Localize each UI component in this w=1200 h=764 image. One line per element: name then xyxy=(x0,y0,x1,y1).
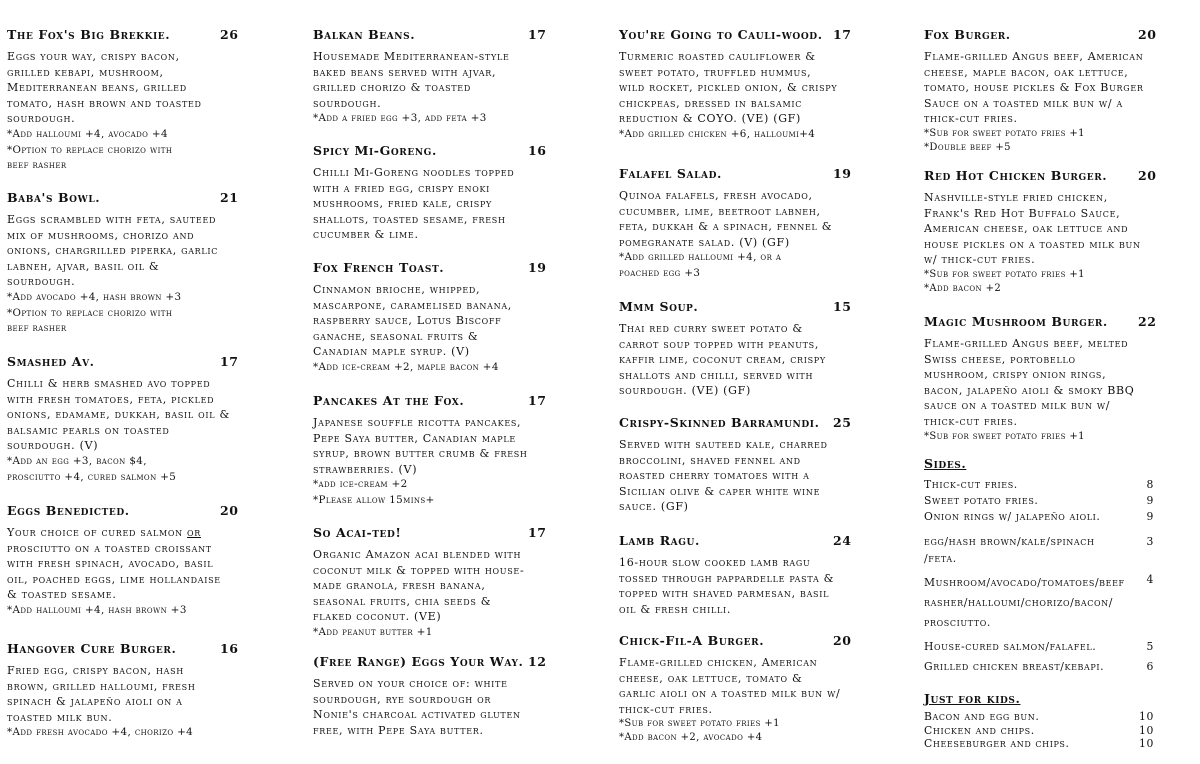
description-line: Flame-grilled chicken, American xyxy=(619,656,818,669)
description-line: with fresh spinach, avocado, basil xyxy=(7,557,214,571)
menu-item-price: 17 xyxy=(220,354,239,369)
description-line: Turmeric roasted cauliflower & xyxy=(619,50,816,63)
description-line: w/ thick-cut fries. xyxy=(924,253,1036,267)
menu-item-price: 20 xyxy=(220,503,239,518)
menu-item-price: 22 xyxy=(1138,314,1157,329)
menu-item-description xyxy=(619,188,909,282)
description-line: syrup, brown butter crumb & fresh xyxy=(313,447,528,461)
menu-item-header xyxy=(924,314,1182,330)
menu-item-price: 20 xyxy=(833,633,852,648)
menu-item-description xyxy=(7,376,297,485)
description-line: spinach & jalapeño aioli on a xyxy=(7,695,183,709)
menu-item xyxy=(313,654,603,738)
menu-item-title: The Fox's Big Brekkie. xyxy=(7,27,171,42)
menu-item-price: 24 xyxy=(833,533,852,548)
menu-item-title: Magic Mushroom Burger. xyxy=(924,314,1108,329)
description-line: grilled kebapi, mushroom, xyxy=(7,65,164,79)
menu-item xyxy=(7,641,297,741)
description-line: tomato, hash brown and toasted xyxy=(7,96,202,110)
menu-item xyxy=(7,354,297,485)
menu-item-price: 19 xyxy=(833,166,852,181)
description-line: Flame-grilled Angus beef, melted xyxy=(924,337,1129,350)
menu-item-title: Hangover Cure Burger. xyxy=(7,641,177,656)
description-line: made granola, fresh banana, xyxy=(313,579,486,593)
description-line: thick-cut fries. xyxy=(924,414,1018,428)
description-line: carrot soup topped with peanuts, xyxy=(619,337,820,351)
description-line: cucumber & lime. xyxy=(313,228,419,242)
side-extra: Grilled chicken breast/kebapi. 6 xyxy=(924,660,1154,673)
description-line: wild rocket, pickled onion, & crispy xyxy=(619,81,838,95)
description-line: labneh, ajvar, basil oil & xyxy=(7,259,160,273)
side-item: Sweet potato fries. 9 xyxy=(924,494,1154,507)
description-line: roasted cherry tomatoes with a xyxy=(619,469,810,483)
menu-item-header xyxy=(313,525,603,541)
menu-item-title: Baba's Bowl. xyxy=(7,190,101,205)
description-line: feta, dukkah & a spinach, fennel & xyxy=(619,220,833,234)
menu-item-note: *Add bacon +2 xyxy=(924,282,1002,294)
description-line: Canadian maple syrup. (V) xyxy=(313,345,470,359)
menu-item-price: 25 xyxy=(833,415,852,430)
menu-item-description xyxy=(7,525,297,619)
menu-item-description xyxy=(619,321,909,399)
description-line: onions, chargrilled piperka, garlic xyxy=(7,244,219,258)
kids-item: Chicken and chips. 10 xyxy=(924,723,1154,737)
side-extra: egg/hash brown/kale/spinach /feta. 3 xyxy=(924,535,1154,565)
menu-item xyxy=(619,533,909,617)
menu-item-price: 17 xyxy=(528,525,547,540)
description-line: Eggs scrambled with feta, sauteed xyxy=(7,213,217,226)
description-line: Organic Amazon acai blended with xyxy=(313,548,522,561)
description-line: sourdough, rye sourdough or xyxy=(313,692,492,706)
menu-item-title: Red Hot Chicken Burger. xyxy=(924,168,1108,183)
menu-item-title: Chick-Fil-A Burger. xyxy=(619,633,765,648)
description-line: oil, poached eggs, lime hollandaise xyxy=(7,572,221,586)
menu-item-title: Smashed Av. xyxy=(7,354,95,369)
menu-item-description xyxy=(619,437,909,515)
description-line: Eggs your way, crispy bacon, xyxy=(7,50,180,63)
menu-item-title: Eggs Benedicted. xyxy=(7,503,130,518)
menu-item-note: *Add an egg +3, bacon $4, xyxy=(7,454,147,467)
kids-item: Bacon and egg bun. 10 xyxy=(924,710,1154,723)
description-line: Served on your choice of: white xyxy=(313,677,508,690)
menu-item-note: *Add peanut butter +1 xyxy=(313,625,433,638)
description-line: toasted milk bun. xyxy=(7,710,113,724)
description-line: seasonal fruits, chia seeds & xyxy=(313,594,492,608)
description-line: Pepe Saya butter, Canadian maple xyxy=(313,431,516,445)
menu-item-note: *Double beef +5 xyxy=(924,141,1011,153)
menu-item-header xyxy=(619,299,909,315)
description-line: Fried egg, crispy bacon, hash xyxy=(7,664,184,677)
menu-item-header xyxy=(619,533,909,549)
description-line: sourdough. (V) xyxy=(7,439,99,453)
menu-item-note: *Add avocado +4, hash brown +3 xyxy=(7,290,182,303)
menu-item-note: *Option to replace chorizo with xyxy=(7,306,173,319)
description-line: oil & fresh chilli. xyxy=(619,602,732,616)
description-line: Frank's Red Hot Buffalo Sauce, xyxy=(924,206,1121,220)
description-line: Mediterranean beans, grilled xyxy=(7,81,187,95)
menu-item-note: *Add fresh avocado +4, chorizo +4 xyxy=(7,726,194,739)
sides-section xyxy=(924,456,1154,751)
menu-item-description xyxy=(313,415,603,509)
menu-item-price: 20 xyxy=(1138,168,1157,183)
menu-item-description xyxy=(313,547,603,641)
menu-item-header xyxy=(313,654,603,670)
menu-item xyxy=(619,299,909,399)
description-line: Cinnamon brioche, whipped, xyxy=(313,283,481,296)
description-line: free, with Pepe Saya butter. xyxy=(313,723,484,737)
menu-item-title: Spicy Mi-Goreng. xyxy=(313,143,437,158)
menu-item-header xyxy=(7,27,297,43)
menu-item xyxy=(7,27,297,174)
description-line: Nonie's charcoal activated gluten xyxy=(313,708,521,722)
menu-item-title: You're Going to Cauli-wood. xyxy=(619,27,823,42)
description-line: Chilli Mi-Goreng noodles topped xyxy=(313,166,515,179)
menu-item-header xyxy=(7,503,297,519)
menu-item-description xyxy=(619,555,909,617)
description-line: Swiss cheese, portobello xyxy=(924,352,1076,366)
description-line: ganache, seasonal fruits & xyxy=(313,329,479,343)
side-extra: House-cured salmon/falafel. 5 xyxy=(924,640,1154,653)
menu-item-description xyxy=(313,165,603,243)
description-line: raspberry sauce, Lotus Biscoff xyxy=(313,314,502,328)
description-line: pomegranate salad. (V) (GF) xyxy=(619,235,790,249)
menu-item xyxy=(313,260,603,376)
description-line: balsamic pearls on toasted xyxy=(7,423,170,437)
description-line: tossed through pappardelle pasta & xyxy=(619,571,835,585)
description-line: sourdough. xyxy=(7,275,76,289)
description-line: Chilli & herb smashed avo topped xyxy=(7,377,211,390)
menu-item-note: *Add halloumi +4, hash brown +3 xyxy=(7,603,187,616)
menu-item-note: poached egg +3 xyxy=(619,266,701,279)
description-line: baked beans served with ajvar, xyxy=(313,65,497,79)
menu-item-price: 17 xyxy=(528,393,547,408)
menu-item-title: Balkan Beans. xyxy=(313,27,416,42)
description-line: Served with sauteed kale, charred xyxy=(619,438,828,451)
description-line: cucumber, lime, beetroot labneh, xyxy=(619,204,821,218)
menu-item-description xyxy=(924,49,1182,155)
menu-item-note: *Please allow 15mins+ xyxy=(313,493,435,506)
menu-item xyxy=(7,190,297,337)
menu-item-description xyxy=(313,282,603,376)
description-line: cheese, maple bacon, oak lettuce, xyxy=(924,65,1129,79)
menu-item-note: *Sub for sweet potato fries +1 xyxy=(924,127,1085,139)
side-item: Onion rings w/ jalapeño aioli. 9 xyxy=(924,510,1154,523)
menu-item xyxy=(619,166,909,282)
description-line: bacon, jalapeño aioli & smoky BBQ xyxy=(924,383,1135,397)
menu-item-description xyxy=(313,49,603,127)
menu-item-note: *Add grilled chicken +6, halloumi+4 xyxy=(619,127,816,140)
menu-item-title: So Acai-ted! xyxy=(313,525,402,540)
menu-item-note: *Option to replace chorizo with xyxy=(7,143,173,156)
sides-title: Sides. xyxy=(924,456,967,471)
description-line: sauce on a toasted milk bun w/ xyxy=(924,399,1111,413)
menu-item-price: 15 xyxy=(833,299,852,314)
description-line: sourdough. xyxy=(7,112,76,126)
description-line: garlic aioli on a toasted milk bun w/ xyxy=(619,687,841,701)
menu-item xyxy=(313,27,603,127)
description-line: grilled chorizo & toasted xyxy=(313,81,471,95)
menu-item-description xyxy=(924,190,1182,296)
menu-item-price: 16 xyxy=(528,143,547,158)
side-item: Thick-cut fries. 8 xyxy=(924,478,1154,491)
menu-item-description xyxy=(313,676,603,738)
menu-item-price: 12 xyxy=(528,654,547,669)
menu-item-header xyxy=(619,27,909,43)
menu-item xyxy=(924,27,1182,155)
description-line: onions, edamame, dukkah, basil oil & xyxy=(7,408,230,422)
menu-item-note: *Add bacon +2, avocado +4 xyxy=(619,732,763,744)
menu-item-price: 16 xyxy=(220,641,239,656)
description-line: mix of mushrooms, chorizo and xyxy=(7,228,195,242)
menu-item-price: 20 xyxy=(1138,27,1157,42)
menu-item-description xyxy=(619,49,909,143)
description-line: Nashville-style fried chicken, xyxy=(924,191,1108,204)
menu-item xyxy=(313,143,603,243)
menu-item-note: *Sub for sweet potato fries +1 xyxy=(924,430,1085,442)
menu-item-header xyxy=(619,633,909,649)
description-line: shallots and chilli, served with xyxy=(619,368,814,382)
menu-item-title: Pancakes At the Fox. xyxy=(313,393,465,408)
description-line: American cheese, oak lettuce and xyxy=(924,222,1129,236)
menu-item-title: Lamb Ragu. xyxy=(619,533,700,548)
menu-item xyxy=(313,393,603,509)
description-line: Quinoa falafels, fresh avocado, xyxy=(619,189,813,202)
menu-item-note: *Add ice-cream +2, maple bacon +4 xyxy=(313,360,499,373)
description-line: & toasted sesame. xyxy=(7,588,117,602)
menu-item-note: prosciutto +4, cured salmon +5 xyxy=(7,470,177,483)
menu-item-note: *Add a fried egg +3, add feta +3 xyxy=(313,112,487,125)
menu-item-price: 17 xyxy=(833,27,852,42)
menu-item-header xyxy=(313,27,603,43)
description-line: Your choice of cured salmon or xyxy=(7,526,202,539)
menu-item-title: Mmm Soup. xyxy=(619,299,699,314)
menu-item-note: *Sub for sweet potato fries +1 xyxy=(619,718,780,730)
description-line: with a fried egg, crispy enoki xyxy=(313,181,491,195)
description-line: flaked coconut. (VE) xyxy=(313,610,442,624)
kids-title: Just for kids. xyxy=(924,691,1021,706)
menu-item-header xyxy=(313,260,603,276)
menu-item-title: Fox French Toast. xyxy=(313,260,445,275)
description-line: topped with shaved parmesan, basil xyxy=(619,587,830,601)
menu-item-title: Fox Burger. xyxy=(924,27,1011,42)
menu-item xyxy=(619,633,909,745)
description-line: sourdough. (VE) (GF) xyxy=(619,384,751,398)
menu-item-header xyxy=(619,166,909,182)
menu-item-note: *add ice-cream +2 xyxy=(313,478,408,491)
menu-item-price: 26 xyxy=(220,27,239,42)
menu-item-note: *Add halloumi +4, avocado +4 xyxy=(7,127,168,140)
menu-item-title: Falafel Salad. xyxy=(619,166,722,181)
description-line: Sauce on a toasted milk bun w/ a xyxy=(924,96,1123,110)
menu-item-note: beef rasher xyxy=(7,322,67,335)
description-line: kaffir lime, coconut cream, crispy xyxy=(619,353,826,367)
underlined-word: or xyxy=(187,526,202,539)
menu-item-header xyxy=(313,143,603,159)
menu-item-header xyxy=(313,393,603,409)
side-extra: Mushroom/avocado/tomatoes/beef rasher/halloumi/chorizo/bacon/ prosciutto. 4 xyxy=(924,573,1154,629)
menu-item-description xyxy=(7,212,297,337)
description-line: Flame-grilled Angus beef, American xyxy=(924,50,1144,63)
description-line: thick-cut fries. xyxy=(924,112,1018,126)
description-line: broccolini, shaved fennel and xyxy=(619,453,801,467)
description-line: mushrooms, fried kale, crispy xyxy=(313,197,493,211)
description-line: thick-cut fries. xyxy=(619,702,713,716)
menu-item-title: Crispy-Skinned Barramundi. xyxy=(619,415,820,430)
menu-item-price: 17 xyxy=(528,27,547,42)
menu-item-header xyxy=(619,415,909,431)
menu-item xyxy=(924,314,1182,444)
menu-item-header xyxy=(7,190,297,206)
menu-item xyxy=(619,27,909,143)
menu-item-title: (Free Range) Eggs Your Way. xyxy=(313,654,524,669)
description-line: sourdough. xyxy=(313,96,382,110)
menu-item-note: *Add grilled halloumi +4, or a xyxy=(619,251,782,264)
menu-item-header xyxy=(924,168,1182,184)
description-line: mushroom, crispy onion rings, xyxy=(924,368,1107,382)
menu-item-header xyxy=(7,354,297,370)
menu-item-price: 21 xyxy=(220,190,239,205)
menu-item xyxy=(619,415,909,515)
description-line: sauce. (GF) xyxy=(619,500,689,514)
description-line: prosciutto on a toasted croissant xyxy=(7,541,212,555)
menu-item-header xyxy=(924,27,1182,43)
description-line: chickpeas, dressed in balsamic xyxy=(619,96,803,110)
description-line: cheese, oak lettuce, tomato & xyxy=(619,671,803,685)
description-line: shallots, toasted sesame, fresh xyxy=(313,212,506,226)
menu-item-note: beef rasher xyxy=(7,159,67,172)
kids-item: Cheeseburger and chips. 10 xyxy=(924,737,1154,750)
menu-item-description xyxy=(7,663,297,741)
description-line: sweet potato, truffled hummus, xyxy=(619,65,812,79)
menu-item xyxy=(313,525,603,641)
description-line: strawberries. (V) xyxy=(313,462,418,476)
description-line: Japanese souffle ricotta pancakes, xyxy=(313,416,522,429)
description-line: Thai red curry sweet potato & xyxy=(619,322,803,335)
description-line: Housemade Mediterranean-style xyxy=(313,50,510,63)
menu-item-note: *Sub for sweet potato fries +1 xyxy=(924,268,1085,280)
menu-item-header xyxy=(7,641,297,657)
description-line: 16-hour slow cooked lamb ragu xyxy=(619,556,811,569)
description-line: tomato, house pickles & Fox Burger xyxy=(924,81,1144,95)
description-line: brown, grilled halloumi, fresh xyxy=(7,679,196,693)
menu-item-description xyxy=(924,336,1182,444)
description-line: house pickles on a toasted milk bun xyxy=(924,237,1141,251)
menu-item-price: 19 xyxy=(528,260,547,275)
menu-item xyxy=(924,168,1182,296)
description-line: mascarpone, caramelised banana, xyxy=(313,298,512,312)
menu-item xyxy=(7,503,297,619)
description-line: reduction & COYO. (VE) (GF) xyxy=(619,112,801,126)
description-line: Sicilian olive & caper white wine xyxy=(619,484,821,498)
description-line: with fresh tomatoes, feta, pickled xyxy=(7,392,215,406)
description-line: coconut milk & topped with house- xyxy=(313,563,525,577)
menu-item-description xyxy=(7,49,297,174)
menu-item-description xyxy=(619,655,909,745)
